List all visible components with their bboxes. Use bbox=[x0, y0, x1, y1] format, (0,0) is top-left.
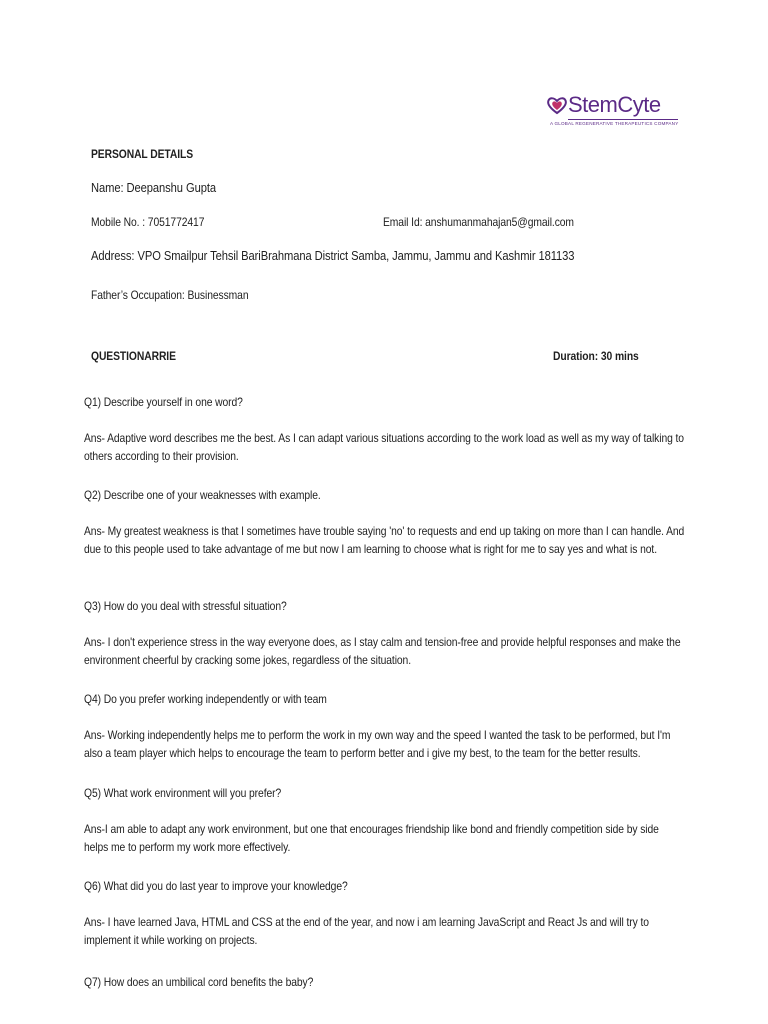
name-field: Name: Deepanshu Gupta bbox=[91, 180, 216, 195]
question-3: Q3) How do you deal with stressful situation? bbox=[84, 599, 287, 613]
answer-5: Ans-I am able to adapt any work environment, but one that encourages friendship like bond and friendly competition side by side helps me to perform my work more effectively. bbox=[84, 822, 659, 854]
answer-2: Ans- My greatest weakness is that I sometimes have trouble saying 'no' to requests and end up taking on more than I can handle. And due to this people used to take advantage of me but now I am learning to choose what is right for me to say yes and what is not. bbox=[84, 524, 685, 556]
question-6: Q6) What did you do last year to improve your knowledge? bbox=[84, 879, 348, 893]
logo-wordmark: StemCyte bbox=[568, 92, 661, 117]
question-4: Q4) Do you prefer working independently or with team bbox=[84, 692, 327, 706]
question-5: Q5) What work environment will you prefer? bbox=[84, 786, 282, 800]
answer-1: Ans- Adaptive word describes me the best. As I can adapt various situations according to the work load as well as my way of talking to others according to their provision. bbox=[84, 431, 684, 463]
email-field: Email Id: anshumanmahajan5@gmail.com bbox=[383, 215, 574, 229]
answer-6: Ans- I have learned Java, HTML and CSS at the end of the year, and now i am learning JavaScript and React Js and will try to implement it while working on projects. bbox=[84, 915, 649, 947]
question-2: Q2) Describe one of your weaknesses with example. bbox=[84, 488, 321, 502]
father-occupation-field: Father’s Occupation: Businessman bbox=[91, 288, 249, 302]
answer-4: Ans- Working independently helps me to perform the work in my own way and the speed I wanted the task to be performed, but I'm also a team player which helps to encourage the team to perform better and i give my best, to the team for the better results. bbox=[84, 728, 671, 760]
answer-3: Ans- I don't experience stress in the way everyone does, as I stay calm and tension-free and provide helpful responses and make the environment cheerful by cracking some jokes, regardless of the situation. bbox=[84, 635, 681, 667]
heart-icon bbox=[546, 94, 568, 116]
duration-label: Duration: 30 mins bbox=[553, 349, 639, 363]
mobile-field: Mobile No. : 7051772417 bbox=[91, 215, 205, 229]
personal-details-heading: PERSONAL DETAILS bbox=[91, 147, 194, 161]
address-field: Address: VPO Smailpur Tehsil BariBrahmana District Samba, Jammu, Jammu and Kashmir 181133 bbox=[91, 248, 575, 263]
questionnaire-heading: QUESTIONARRIE bbox=[91, 349, 176, 363]
question-7: Q7) How does an umbilical cord benefits the baby? bbox=[84, 975, 314, 989]
logo-tagline: A GLOBAL REGENERATIVE THERAPEUTICS COMPANY bbox=[550, 121, 679, 126]
logo-underline bbox=[568, 119, 678, 120]
question-1: Q1) Describe yourself in one word? bbox=[84, 395, 243, 409]
stemcyte-logo bbox=[546, 92, 680, 132]
